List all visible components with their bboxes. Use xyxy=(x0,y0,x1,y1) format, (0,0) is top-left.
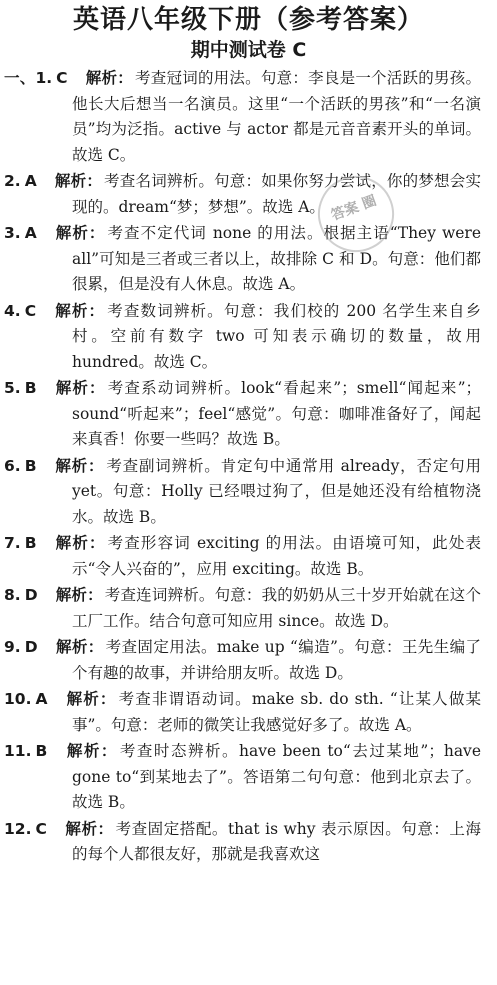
item-answer: B xyxy=(24,379,37,397)
item-number: 一、1. xyxy=(4,69,53,87)
item-text: 考查固定搭配。that is why 表示原因。句意：上海的每个人都很友好，那就是我喜欢这 xyxy=(72,819,481,863)
item-label: 解析： xyxy=(54,301,106,320)
item-number: 10. xyxy=(4,690,32,708)
answer-item xyxy=(0,299,497,376)
item-text: 考查系动词辨析。look“看起来”；smell“闻起来”；sound“听起来”；feel“感觉”。句意：咖啡准备好了，闻起来真香！你要一些吗？故选 B。 xyxy=(72,379,481,448)
item-answer: C xyxy=(24,301,37,320)
item-label: 解析： xyxy=(55,586,103,604)
item-text: 考查固定用法。make up “编造”。句意：王先生编了个有趣的故事，并讲给朋友听。故选 D。 xyxy=(72,638,481,682)
item-text: 考查不定代词 none 的用法。根据主语“They were all”可知是三者或三者以上，故排除 C 和 D。句意：他们都很累，但是没有人休息。故选 A。 xyxy=(72,224,481,293)
item-number: 11. xyxy=(4,742,32,760)
item-number: 7. xyxy=(4,534,21,552)
answer-item xyxy=(0,376,497,453)
item-text: 考查连词辨析。句意：我的奶奶从三十岁开始就在这个工厂工作。结合句意可知应用 since。故选 D。 xyxy=(72,586,481,630)
answer-item xyxy=(0,454,497,531)
page-title: 英语八年级下册（参考答案） xyxy=(72,5,424,35)
answer-list xyxy=(0,66,497,869)
item-answer: C xyxy=(56,69,68,87)
item-answer: A xyxy=(35,690,48,708)
item-number: 4. xyxy=(4,301,21,320)
item-label: 解析： xyxy=(54,534,106,552)
item-answer: B xyxy=(24,534,37,552)
item-text: 考查名词辨析。句意：如果你努力尝试，你的梦想会实现的。dream“梦；梦想”。故选 A。 xyxy=(72,172,481,216)
answer-item xyxy=(0,169,497,220)
item-number: 12. xyxy=(4,819,32,838)
item-label: 解析： xyxy=(54,224,106,242)
answer-item xyxy=(0,817,497,868)
item-label: 解析： xyxy=(54,456,105,475)
answer-item xyxy=(0,531,497,582)
item-label: 解析： xyxy=(54,379,106,397)
item-label: 解析： xyxy=(65,742,118,760)
item-text: 考查时态辨析。have been to“去过某地”；have gone to“到某地去了”。答语第二句句意：他到北京去了。故选 B。 xyxy=(72,742,481,811)
item-number: 6. xyxy=(4,456,21,475)
item-answer: B xyxy=(35,742,48,760)
item-number: 3. xyxy=(4,224,21,242)
item-text: 考查数词辨析。句意：我们校的 200 名学生来自乡村。空前有数字 two 可知表示确切的数量，故用 hundred。故选 C。 xyxy=(72,301,481,371)
item-label: 解析： xyxy=(55,638,104,656)
item-answer: D xyxy=(24,586,38,604)
item-answer: B xyxy=(24,456,37,475)
answer-item xyxy=(0,583,497,634)
item-text: 考查形容词 exciting 的用法。由语境可知，此处表示“令人兴奋的”，应用 exciting。故选 B。 xyxy=(72,534,481,578)
answer-item xyxy=(0,635,497,686)
answer-item xyxy=(0,739,497,816)
answer-item xyxy=(0,221,497,298)
item-number: 9. xyxy=(4,638,21,656)
stamp-text: 答案 圈 xyxy=(329,192,379,224)
item-label: 解析： xyxy=(64,819,114,838)
item-label: 解析： xyxy=(85,69,133,87)
answer-item xyxy=(0,687,497,738)
item-text: 考查冠词的用法。句意：李良是一个活跃的男孩。他长大后想当一名演员。这里“一个活跃的男孩”和“一名演员”均为泛指。active 与 actor 都是元音音素开头的单词。故选 C。 xyxy=(72,69,481,164)
item-answer: A xyxy=(24,172,37,190)
page-subtitle: 期中测试卷 C xyxy=(190,39,307,61)
item-number: 5. xyxy=(4,379,21,397)
item-number: 2. xyxy=(4,172,21,190)
item-number: 8. xyxy=(4,586,21,604)
item-answer: D xyxy=(24,638,38,656)
item-label: 解析： xyxy=(54,172,103,190)
item-text: 考查非谓语动词。make sb. do sth. “让某人做某事”。句意：老师的微笑让我感觉好多了。故选 A。 xyxy=(72,690,481,734)
item-label: 解析： xyxy=(65,690,117,708)
item-answer: A xyxy=(24,224,37,242)
item-answer: C xyxy=(35,819,47,838)
answer-item xyxy=(0,66,497,168)
item-text: 考查副词辨析。肯定句中通常用 already，否定句用 yet。句意：Holly 已经喂过狗了，但是她还没有给植物浇水。故选 B。 xyxy=(72,456,481,526)
